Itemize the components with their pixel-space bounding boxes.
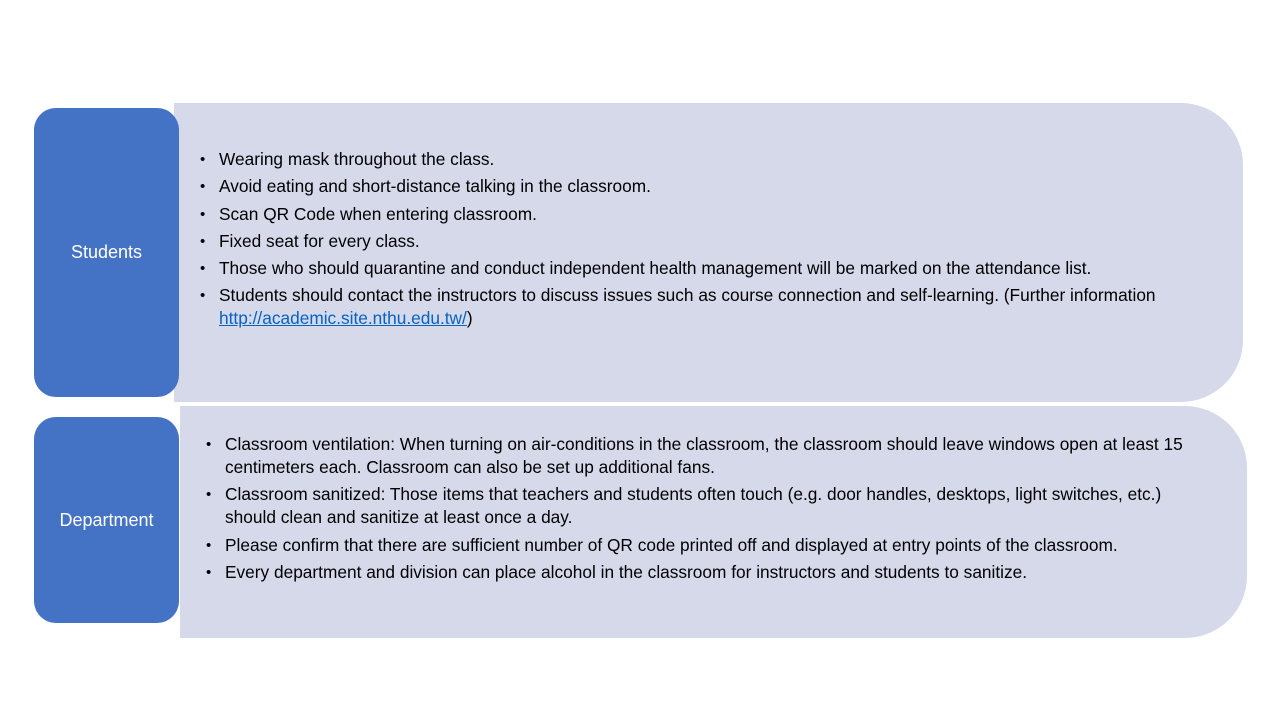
list-item: • Classroom ventilation: When turning on air-conditions in the classroom, the classroom should leave windows open at least 15 centimeters each. Classroom can also be set up additional fans. [206,434,1183,477]
list-item: • Fixed seat for every class. [200,230,420,251]
bullet-icon: • [200,260,206,278]
bullet-icon: • [200,151,206,168]
department-label: Department [59,509,154,530]
list-item: • Students should contact the instructors to discuss issues such as course connection and self-learning. (Further information http://academic.site.nthu.edu.tw/) [200,285,1156,329]
bullet-icon: • [200,205,206,223]
list-item: • Classroom sanitized: Those items that teachers and students often touch (e.g. door handles, desktops, light switches, etc.) should clean and sanitize at least once a day. [206,484,1162,528]
students-list [200,148,1185,335]
students-label: Students [70,242,143,262]
department-list [206,433,1186,588]
academic-site-link[interactable]: http://academic.site.nthu.edu.tw/ [219,308,467,329]
bullet-icon: • [206,486,212,504]
bullet-icon: • [206,536,212,554]
students-label-box [34,108,179,397]
list-item: • Wearing mask throughout the class. [200,149,495,169]
department-label-box [34,417,179,623]
bullet-icon: • [206,563,212,581]
bullet-icon: • [200,178,206,196]
list-item: • Avoid eating and short-distance talking in the classroom. [200,176,651,197]
list-item: • Every department and division can place alcohol in the classroom for instructors and students to sanitize. [206,561,1028,582]
bullet-icon: • [206,436,212,453]
list-item: • Those who should quarantine and conduct independent health management will be marked on the attendance list. [200,258,1092,279]
bullet-icon: • [200,287,206,305]
bullet-icon: • [200,232,206,250]
list-item: • Scan QR Code when entering classroom. [200,203,537,224]
list-item: • Please confirm that there are sufficient number of QR code printed off and displayed at entry points of the classroom. [206,534,1118,555]
